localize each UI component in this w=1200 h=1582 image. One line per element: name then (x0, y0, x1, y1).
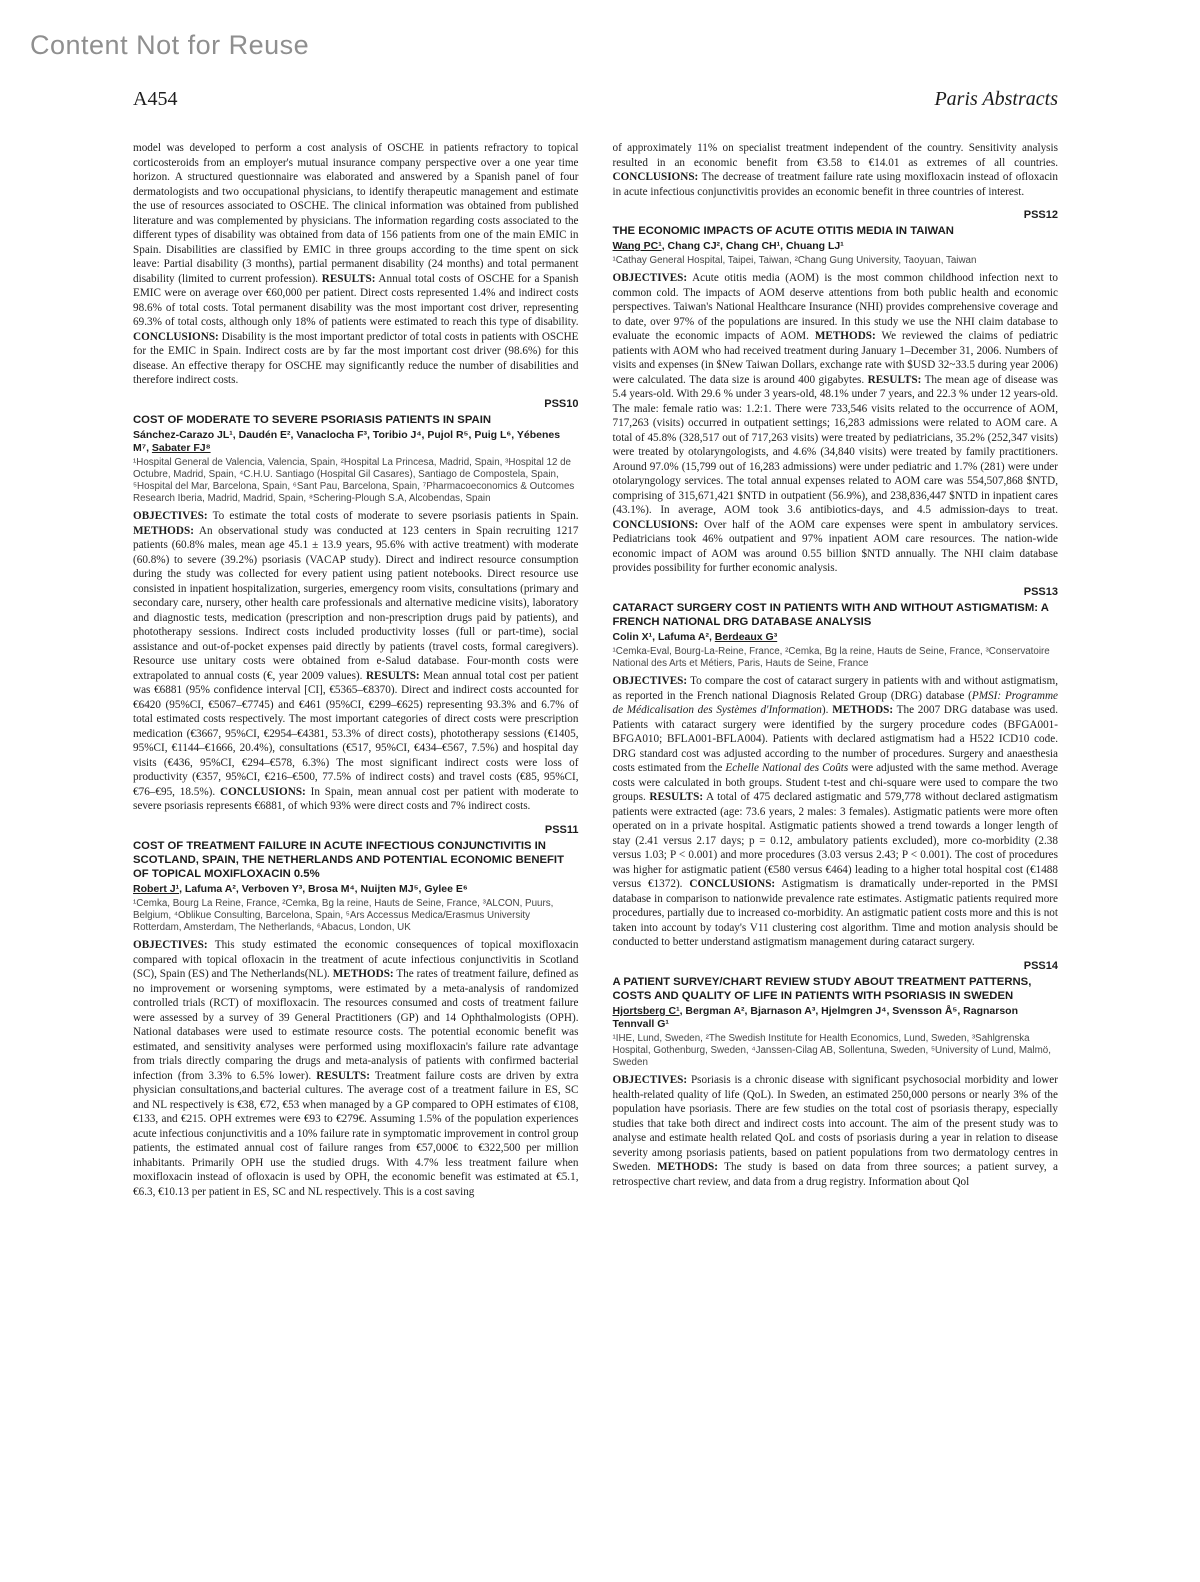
abstract-affiliations: ¹Hospital General de Valencia, Valencia, Spain, ²Hospital La Princesa, Madrid, Spain, ³Hospital 12 de Octubre, Madrid, Spain, ⁴C.H.U. Santiago (Hospital Gil Casares), Santiago de Compostela, Spain, ⁵Hospital del Mar, Barcelona, Spain, ⁶Sant Pau, Barcelona, Spain, ⁷Pharmacoeconomics & Outcomes Research Iberia, Madrid, Madrid, Spain, ⁸Schering-Plough S.A, Alcobendas, Spain (133, 456, 575, 505)
abstract-title: COST OF TREATMENT FAILURE IN ACUTE INFECTIOUS CONJUNCTIVITIS IN SCOTLAND, SPAIN, THE NETHERLANDS AND POTENTIAL ECONOMIC BENEFIT OF TOPICAL MOXIFLOXACIN 0.5% (133, 839, 564, 880)
journal-title: Paris Abstracts (934, 88, 1058, 110)
abstract-body: OBJECTIVES: To estimate the total costs of moderate to severe psoriasis patients in Spain. METHODS: An observational study was conducted at 123 centers in Spain recruiting 1217 patients (60.8% males, mean age 45.1 ± 13.9 years, 95.6% with active treatment) with moderate (60.8%) to severe (39.2%) psoriasis (VACAP study). Direct and indirect resource consumption during the study was collected for every patient using patient notebooks. Direct resource use consisted in inpatient hospitalization, surgeries, emergency room visits, consultations (primary and secondary care, nursery, other health care professionals and alternative medicine visits), laboratory and diagnostic tests, medication (prescription and non-prescription drugs paid by patients), and phototherapy sessions. Indirect costs included productivity losses (full or part-time), social assistance and out-of-pocket expenses paid directly by patients (travel costs, formal caregivers). Resource use unitary costs were obtained from e-Salud database. Four-month costs were extrapolated to annual costs (€, year 2009 values). RESULTS: Mean annual total cost per patient was €6881 (95% confidence interval [CI], €5365–€8370). Direct and indirect costs accounted for €6420 (95%CI, €5067–€7745) and €461 (95%CI, €299–€625) representing 93.3% and 6.7% of total estimated costs respectively. The most important categories of direct costs were prescription medication (€3667, 95%CI, €2954–€4381, 53.3% of direct costs), phototherapy sessions (€1405, 95%CI, €1144–€1666, 20.4%), consultations (€517, 95%CI, €434–€567, 7.5%) and hospital day visits (€436, 95%CI, €294–€578, 6.3%) The most significant indirect costs were loss of productivity (€357, 95%CI, €216–€500, 77.5% of indirect costs) and travel costs (€85, 95%CI, €76–€95, 18.5%). CONCLUSIONS: In Spain, mean annual cost per patient with moderate to severe psoriasis represents €6881, of which 93% were direct costs and 7% indirect costs. (133, 510, 579, 813)
abstract-pss10 (133, 398, 579, 814)
abstract-code: PSS13 (1023, 585, 1058, 598)
page-header (133, 88, 1058, 111)
abstract-body: OBJECTIVES: This study estimated the economic consequences of topical moxifloxacin compared with topical ofloxacin in the treatment of acute infectious conjunctivitis in Scotland (SC), Spain (ES) and The Netherlands(NL). METHODS: The rates of treatment failure, defined as no improvement or worsening symptoms, were estimated by a meta-analysis of randomized controlled trials (RCT) of moxifloxacin. The resources consumed and costs of treatment failure were assessed by a survey of 39 General Practitioners (GP) and 14 Ophthalmologists (OPH). National databases were used to estimate resource costs. The potential economic benefit was estimated, and sensitivity analyses were performed using moxifloxacin's failure rate advantage from trials directly comparing the drugs and meta-analysis of patients with confirmed bacterial infection (from 3.3% to 6.5% lower). RESULTS: Treatment failure costs are driven by extra physician consultations,and bacterial cultures. The average cost of a treatment failure in ES, SC and NL respectively is €38, €72, €53 when managed by a GP compared to OPH estimates of €108, €133, and €215. OPH extremes were €93 to €279€. Assuming 1.5% of the population experiences acute infectious conjunctivitis and a 10% failure rate in symptomatic improvement in control group patients, the estimated annual cost of failure ranges from €57,000€ to €322,500 per million inhabitants. Primarily OPH use the studied drugs. With 4.7% less treatment failure when moxifloxacin instead of ofloxacin is used by OPH, the economic benefit was estimated at €5.1, €6.3, €10.13 per patient in ES, SC and NL respectively. This is a cost saving (133, 939, 579, 1198)
abstract-title: THE ECONOMIC IMPACTS OF ACUTE OTITIS MEDIA IN TAIWAN (612, 225, 954, 237)
abstract-affiliations: ¹IHE, Lund, Sweden, ²The Swedish Institute for Health Economics, Lund, Sweden, ³Sahlgrenska Hospital, Gothenburg, Sweden, ⁴Janssen-Cilag AB, Sollentuna, Sweden, ⁵University of Lund, Malmö, Sweden (612, 1032, 1051, 1069)
abstract-authors: Sánchez-Carazo JL¹, Daudén E², Vanaclocha F³, Toribio J⁴, Pujol R⁵, Puig L⁶, Yébenes M⁷, Sabater FJ⁸ (133, 428, 561, 454)
abstract-affiliations: ¹Cathay General Hospital, Taipei, Taiwan, ²Chang Gung University, Taoyuan, Taiwan (612, 255, 977, 266)
abstract-code: PSS14 (1023, 959, 1058, 972)
abstract-code: PSS12 (1023, 209, 1058, 221)
abstract-affiliations: ¹Cemka-Eval, Bourg-La-Reine, France, ²Cemka, Bg la reine, Hauts de Seine, France, ³Conservatoire National des Arts et Métiers, Paris, Hauts de Seine, France (612, 645, 1050, 669)
abstract-pss14 (613, 960, 1059, 1190)
continuation-paragraph-right: of approximately 11% on specialist treatment independent of the country. Sensitivity analysis resulted in an economic benefit from €3.58 to €14.01 as extremes of all countries. CONCLUSIONS: The decrease of treatment failure rate using moxifloxacin instead of ofloxacin in acute infectious conjunctivitis provides an economic benefit in three countries of interest. (612, 142, 1058, 198)
abstract-authors: Wang PC¹, Chang CJ², Chang CH¹, Chuang LJ¹ (612, 240, 844, 252)
abstract-code: PSS11 (544, 823, 579, 836)
abstract-body: OBJECTIVES: To compare the cost of cataract surgery in patients with and without astigmatism, as reported in the French national Diagnosis Related Group (DRG) database (PMSI: Programme de Médicalisation des Systèmes d'Information). METHODS: The 2007 DRG database was used. Patients with cataract surgery were identified by the surgery procedure codes (BFGA001-BFGA010; BFLA001-BFLA004). Patients with declared astigmatism had a H522 ICD10 code. DRG standard cost was adjusted according to the number of procedures. Surgery and anaesthesia costs estimated from the Echelle National des Coûts were adjusted with the same method. Average costs were calculated in both groups. Student t-test and chi-square were used to compare the two groups. RESULTS: A total of 475 declared astigmatic and 579,778 without declared astigmatism patients were extracted (age: 73.6 years, 2 males: 3 females). Astigmatic patients were more often operated on in a private hospital. Astigmatic patients showed a trend towards a longer length of stay (2.41 versus 2.17 days; p = 0.12, ambulatory patients excluded), more co-morbidity (2.38 versus 1.03; P < 0.001) and more procedures (3.03 versus 2.43; P < 0.001). The cost of procedures was higher for astigmatic patient (€580 versus €464) leading to a higher total hospital cost (€1488 versus €1372). CONCLUSIONS: Astigmatism is dramatically under-reported in the PMSI database in comparison to nationwide prevalence rate estimates. Astigmatic patients required more procedures, partially due to increased co-morbidity. An astigmatic patient costs more and this is not taken into account by today's V11 clustering cost algorithm. Time and motion analysis should be conducted to better understand astigmatism management during cataract surgery. (612, 675, 1059, 949)
abstract-pss12 (613, 209, 1059, 576)
abstract-affiliations: ¹Cemka, Bourg La Reine, France, ²Cemka, Bg la reine, Hauts de Seine, France, ³ALCON, Puurs, Belgium, ⁴Oblikue Consulting, Barcelona, Spain, ⁵Ars Accessus Medica/Erasmus University Rotterdam, Amsterdam, The Netherlands, ⁶Abacus, London, UK (133, 897, 554, 934)
abstract-title: CATARACT SURGERY COST IN PATIENTS WITH AND WITHOUT ASTIGMATISM: A FRENCH NATIONAL DRG DATABASE ANALYSIS (612, 601, 1049, 628)
continuation-paragraph-left: model was developed to perform a cost analysis of OSCHE in patients refractory to topical corticosteroids from an employer's mutual insurance company perspective over a one year time horizon. A structured questionnaire was elaborated and answered by a Spanish panel of four dermatologists and two occupational physicians, to identify therapeutic management and estimate the use of resources associated to OSCHE. The clinical information was obtained from published literature and was complemented by physicians. The information regarding costs associated to the different types of disability was obtained from data of 156 patients from one of the main EMIC in Spain. Disabilities are classified by EMIC in three groups according to the time spent on sick leave: Partial disability (3 months), partial permanent disability (24 months) and total permanent disability (limited to current profession). RESULTS: Annual total costs of OSCHE for a Spanish EMIC were on average over €60,000 per patient. Direct costs represented 1.4% and indirect costs 98.6% of total costs. Total permanent disability was the most important cost driver, representing 69.3% of total costs, although only 18% of patients were estimated to reach this type of disability. CONCLUSIONS: Disability is the most important predictor of total costs in patients with OSCHE for the EMIC in Spain. Indirect costs are by far the most important cost driver (98.6%) for this disease. An effective therapy for OSCHE may significantly reduce the number of disabilities and therefore indirect costs. (133, 142, 579, 386)
abstract-body: OBJECTIVES: Psoriasis is a chronic disease with significant psychosocial morbidity and lower health-related quality of life (QoL). In Sweden, an estimated 250,000 persons or nearly 3% of the population have psoriasis. There are few studies on the total cost of psoriasis therapy, especially studies that take both direct and indirect costs into account. The aim of the present study was to analyse and estimate health related QoL and costs of psoriasis during a year in relation to disease severity among psoriasis patients, based on patient populations from two dermatology centres in Sweden. METHODS: The study is based on data from three sources; a patient survey, a retrospective chart review, and data from a drug registry. Information about Qol (612, 1074, 1058, 1188)
right-column (613, 141, 1059, 1199)
abstract-title: COST OF MODERATE TO SEVERE PSORIASIS PATIENTS IN SPAIN (133, 413, 491, 426)
page-number: A454 (133, 88, 178, 110)
abstract-authors: Colin X¹, Lafuma A², Berdeaux G³ (612, 630, 778, 643)
abstract-body: OBJECTIVES: Acute otitis media (AOM) is the most common childhood infection next to common cold. The impacts of AOM deserve attentions from both public health and economic perspectives. Taiwan's National Healthcare Insurance (NHI) provides comprehensive coverage and to date, over 97% of the populations are insured. In this study we use the NHI claim database to evaluate the economic impacts of AOM. METHODS: We reviewed the claims of pediatric patients with AOM who had received treatment during January 1–December 31, 2006. Numbers of visits and expenses (in $New Taiwan Dollars, exchange rate with $USD 32~33.5 during year 2006) were calculated. The data size is around 400 gigabytes. RESULTS: The mean age of disease was 5.4 years-old. With 29.6 % under 3 years-old, 48.1% under 7 years, and 22.3 % under 12 years-old. The male: female ratio was: 1.2:1. There were 733,546 visits related to the occurrence of AOM, 717,263 (visits) occurred in outpatient settings; 16,283 admissions were related to AOM care. A total of 45.8% (328,517 out of 717,263 visits) were treated by pediatricians, 35.2% (252,347 visits) were treated by otolaryngologists, and 4.6% (34,840 visits) were treated by family practitioners. Around 97.0% (15,799 out of 16,283 admissions) were under pediatric and 1.7% (281) were under otolaryngology services. The total annual expenses related to AOM care was 554,507,868 $NTD, comprising of 315,671,421 $NTD in outpatient (56.9%), and 238,836,447 $NTD in inpatient cares (43.1%). In average, AOM took 3.6 antibiotics-days, and 4.5 admission-days to treat. CONCLUSIONS: Over half of the AOM care expenses were spent in ambulatory services. Pediatricians took 46% outpatient and 97% inpatient AOM care resources. The nation-wide economic impact of AOM was around 0.55 billion $NTD annually. The NHI claim database provides possibility for further economic analysis. (612, 272, 1059, 575)
abstract-authors: Robert J¹, Lafuma A², Verboven Y³, Brosa M⁴, Nuijten MJ⁵, Gylee E⁶ (133, 882, 468, 895)
abstract-pss13 (613, 586, 1059, 950)
abstract-title: A PATIENT SURVEY/CHART REVIEW STUDY ABOUT TREATMENT PATTERNS, COSTS AND QUALITY OF LIFE IN PATIENTS WITH PSORIASIS IN SWEDEN (612, 975, 1032, 1002)
two-column-layout (133, 141, 1058, 1199)
watermark: Content Not for Reuse (30, 30, 310, 60)
abstract-code: PSS10 (544, 397, 579, 410)
abstract-pss11 (133, 824, 579, 1200)
abstract-authors: Hjortsberg C¹, Bergman A², Bjarnason A³, Hjelmgren J⁴, Svensson Å⁵, Ragnarson Tennvall G¹ (612, 1004, 1019, 1030)
left-column (133, 141, 579, 1199)
